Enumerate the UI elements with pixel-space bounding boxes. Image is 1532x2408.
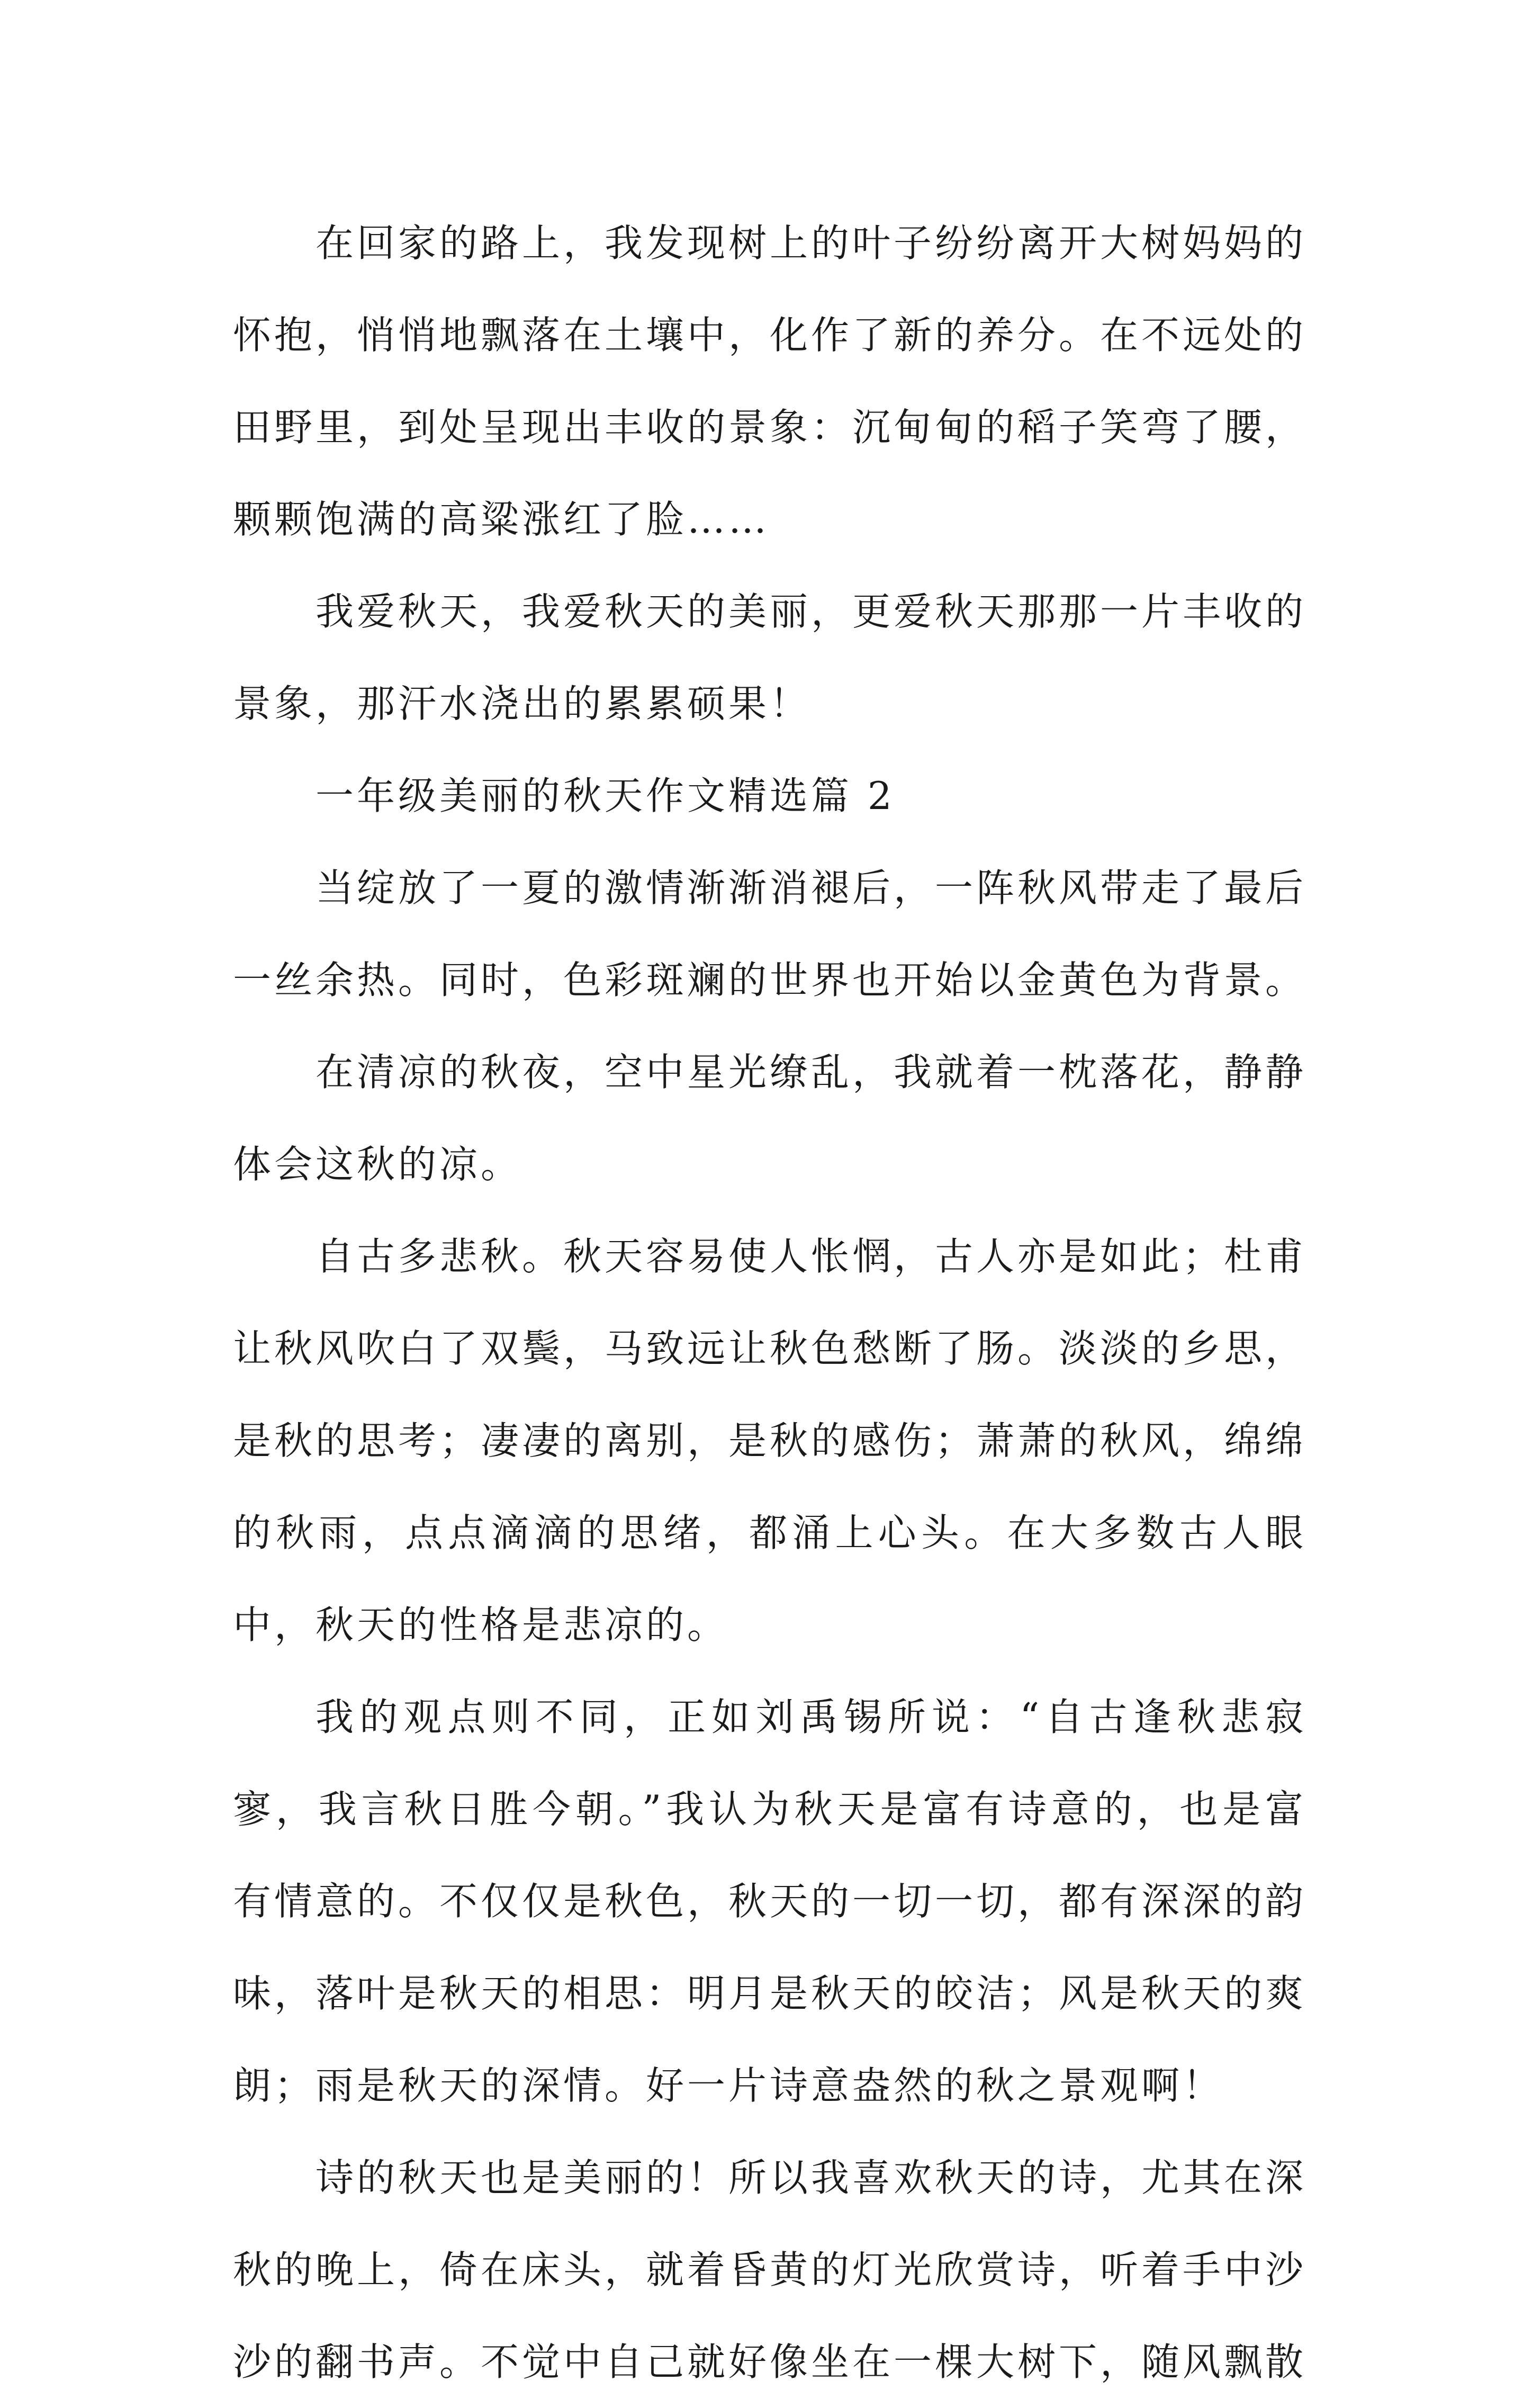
paragraph-sad-autumn: 自古多悲秋。秋天容易使人怅惘，古人亦是如此；杜甫让秋风吹白了双鬓，马致远让秋色愁断了肠。淡淡的乡思，是秋的思考；凄凄的离别，是秋的感伤；萧萧的秋风，绵绵的秋雨，点点滴滴的思绪，都涌上心头。在大多数古人眼中，秋天的性格是悲凉的。: [233, 1234, 1307, 1647]
paragraph-autumn-wind: 当绽放了一夏的激情渐渐消褪后，一阵秋风带走了最后一丝余热。同时，色彩斑斓的世界也开始以金黄色为背景。: [233, 866, 1307, 1002]
document-body: [233, 197, 1306, 2408]
paragraph-harvest: 在回家的路上，我发现树上的叶子纷纷离开大树妈妈的怀抱，悄悄地飘落在土壤中，化作了新的养分。在不远处的田野里，到处呈现出丰收的景象：沉甸甸的稻子笑弯了腰，颗颗饱满的高粱涨红了脸……: [233, 221, 1307, 542]
paragraph-love-autumn: 我爱秋天，我爱秋天的美丽，更爱秋天那那一片丰收的景象，那汗水浇出的累累硕果！: [233, 589, 1307, 726]
paragraph-autumn-night: 在清凉的秋夜，空中星光缭乱，我就着一枕落花，静静体会这秋的凉。: [233, 1050, 1307, 1187]
paragraph-viewpoint: 我的观点则不同，正如刘禹锡所说：“自古逢秋悲寂寥，我言秋日胜今朝。”我认为秋天是富有诗意的，也是富有情意的。不仅仅是秋色，秋天的一切一切，都有深深的韵味，落叶是秋天的相思：明月是秋天的皎洁；风是秋天的爽朗；雨是秋天的深情。好一片诗意盎然的秋之景观啊！: [233, 1695, 1307, 2108]
paragraph-autumn-poems: 诗的秋天也是美丽的！所以我喜欢秋天的诗，尤其在深秋的晚上，倚在床头，就着昏黄的灯光欣赏诗，听着手中沙沙的翻书声。不觉中自己就好像坐在一棵大树下，随风飘散: [233, 2155, 1307, 2384]
section-title: 一年级美丽的秋天作文精选篇 2: [316, 774, 895, 818]
